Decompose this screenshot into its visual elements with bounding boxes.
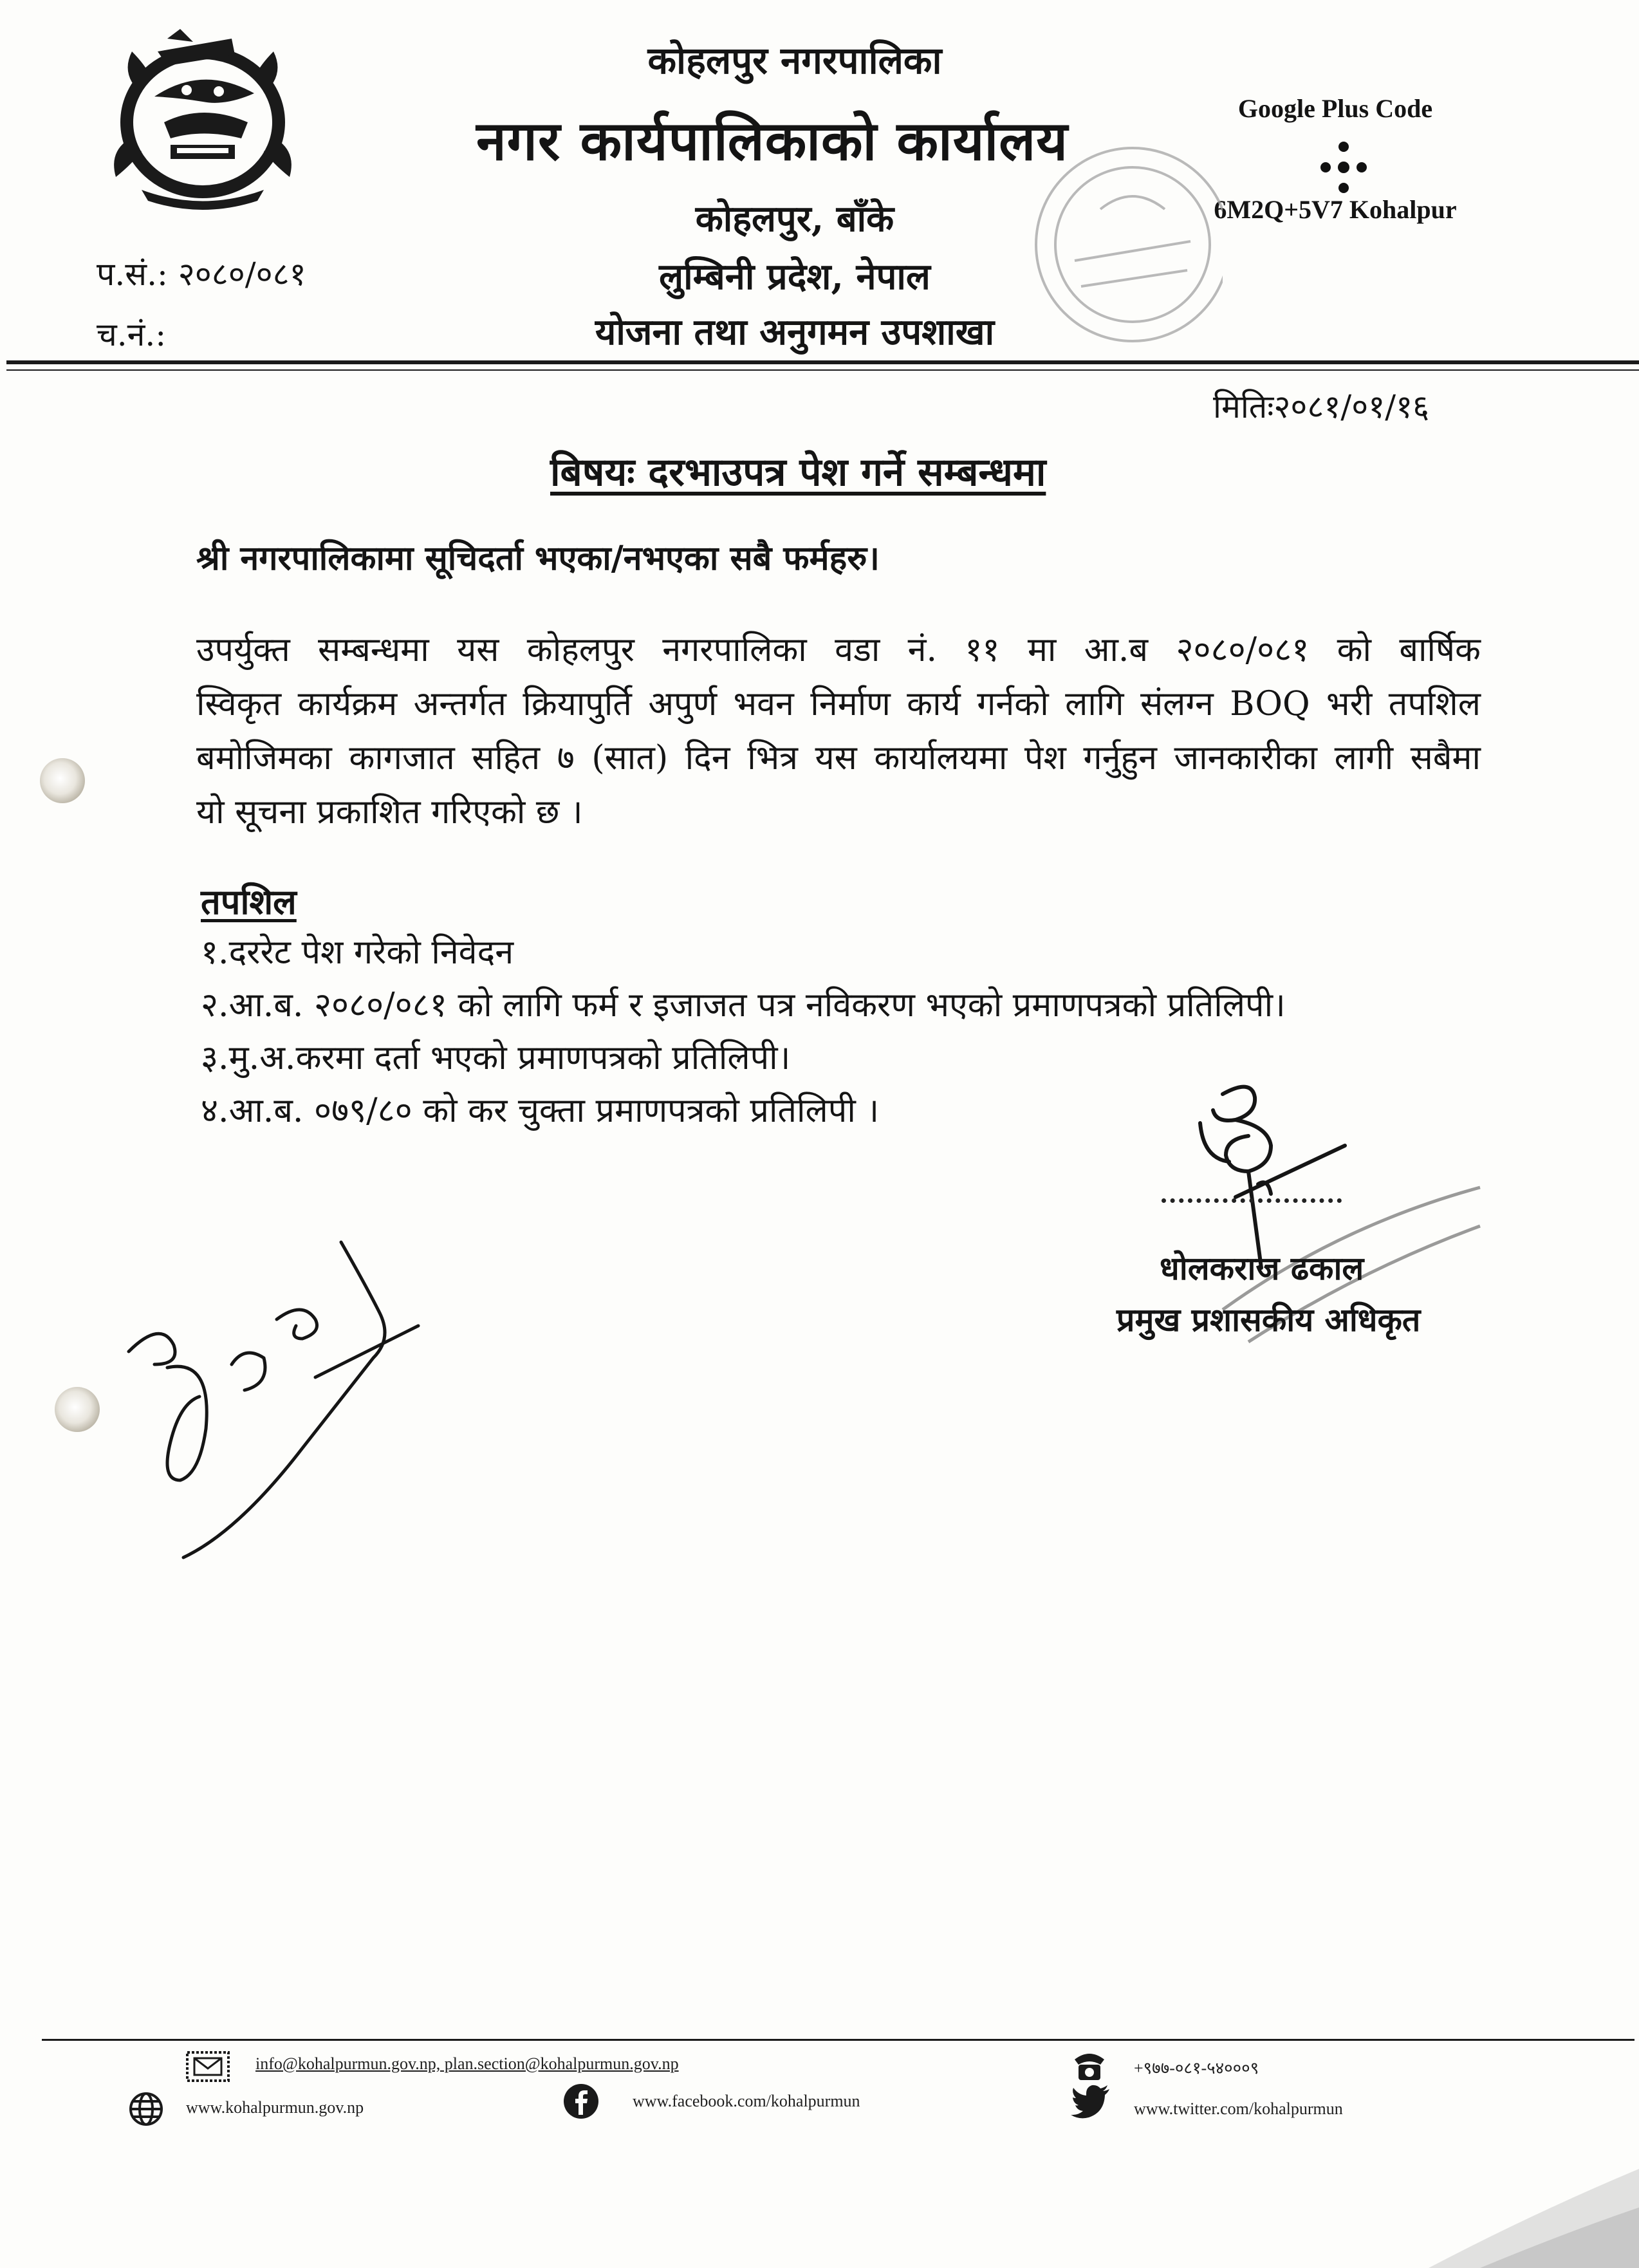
body-line: यो सूचना प्रकाशित गरिएको छ । [196,793,583,832]
twitter-icon [1071,2084,1111,2119]
facebook-icon [562,2083,600,2120]
office-title: नगर कार्यपालिकाको कार्यालय [476,109,1068,172]
dispatch-number: च.नं.: [97,316,167,353]
signature-dotted-line [1162,1198,1342,1203]
nepal-government-emblem [97,26,309,219]
globe-icon [127,2090,165,2128]
scan-shadow [1403,2143,1639,2268]
header-rule-thin [6,369,1639,371]
letter-date: मितिः२०८१/०१/१६ [1213,388,1430,425]
municipality-name: कोहलपुर नगरपालिका [647,39,942,82]
footer-email[interactable]: info@kohalpurmun.gov.np, plan.section@kohalpurmun.gov.np [255,2054,679,2073]
footer-rule [42,2039,1634,2041]
address-line-2: लुम्बिनी प्रदेश, नेपाल [659,256,931,298]
salutation: श्री नगरपालिकामा सूचिदर्ता भएका/नभएका सबै फर्महरु। [196,539,880,578]
body-paragraph [196,623,1481,839]
office-stamp [1004,132,1223,370]
officer-designation: प्रमुख प्रशासकीय अधिकृत [1116,1301,1421,1339]
handwritten-initials [109,1236,444,1570]
footer-phone: +९७७-०८१-५४०००९ [1134,2059,1259,2077]
tapasil-item: २.आ.ब. २०८०/०८१ को लागि फर्म र इजाजत पत्र नविकरण भएको प्रमाणपत्रको प्रतिलिपी। [201,986,1286,1025]
punch-hole [55,1387,100,1432]
footer-twitter[interactable]: www.twitter.com/kohalpurmun [1134,2099,1343,2118]
footer-website[interactable]: www.kohalpurmun.gov.np [186,2098,364,2117]
plus-code-title: Google Plus Code [1237,94,1433,123]
footer-facebook[interactable]: www.facebook.com/kohalpurmun [633,2092,860,2110]
tapasil-item: ३.मु.अ.करमा दर्ता भएको प्रमाणपत्रको प्रतिलिपी। [201,1039,791,1077]
plus-code-value: 6M2Q+5V7 Kohalpur [1214,195,1457,224]
phone-icon [1071,2047,1108,2084]
header-rule-thick [6,360,1639,364]
reference-number: प.सं.: २०८०/०८१ [97,256,306,293]
tapasil-item: १.दररेट पेश गरेको निवेदन [201,933,514,972]
body-line: उपर्युक्त सम्बन्धमा यस कोहलपुर नगरपालिका वडा नं. ११ मा आ.ब २०८०/०८१ को बार्षिक [196,631,1481,669]
letter-subject: बिषयः दरभाउपत्र पेश गर्ने सम्बन्धमा [550,450,1046,495]
email-icon [185,2050,230,2083]
body-line: स्विकृत कार्यक्रम अन्तर्गत क्रियापुर्ति अपुर्ण भवन निर्माण कार्य गर्नको लागि संलग्न BOQ भरी तपशिल [196,685,1481,723]
plus-code-dots-icon [1318,140,1369,194]
punch-hole [40,758,85,803]
officer-name: धोलकराज ढकाल [1160,1249,1364,1287]
tapasil-item: ४.आ.ब. ०७९/८० को कर चुक्ता प्रमाणपत्रको प्रतिलिपी । [201,1092,880,1130]
body-line: बमोजिमका कागजात सहित ७ (सात) दिन भित्र यस कार्यालयमा पेश गर्नुहुन जानकारीका लागी सबैमा [196,739,1481,777]
tapasil-heading: तपशिल [201,881,297,922]
section-name: योजना तथा अनुगमन उपशाखा [595,311,995,353]
address-line-1: कोहलपुर, बाँके [695,198,894,240]
